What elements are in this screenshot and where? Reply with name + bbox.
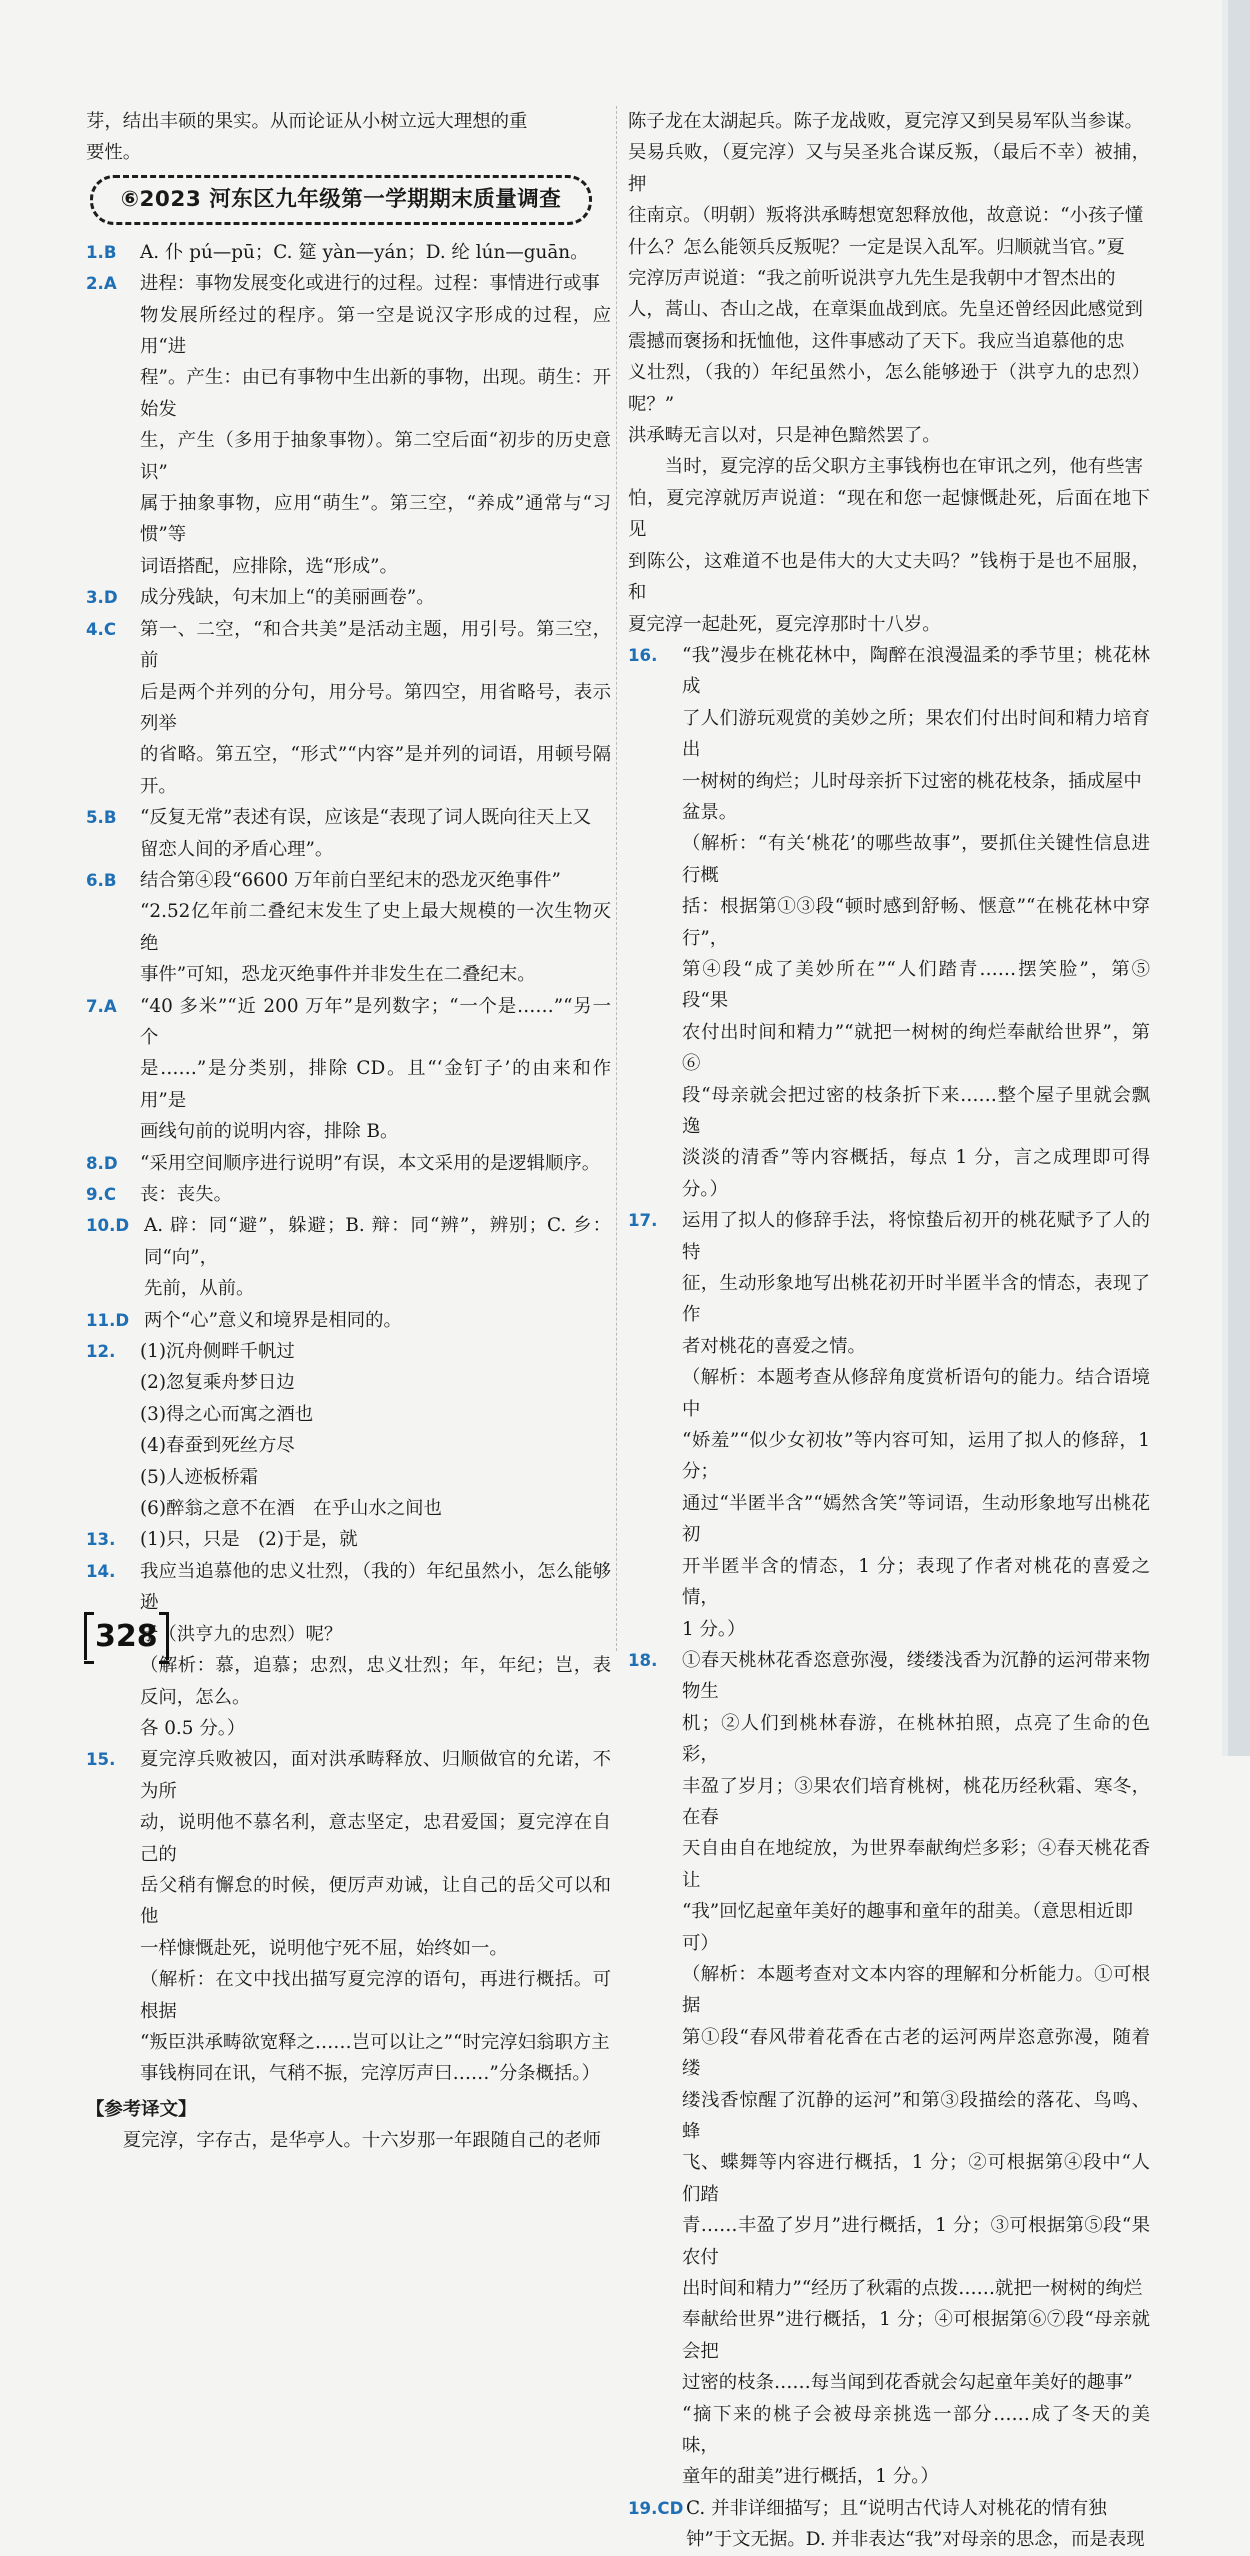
text-line: 当时，夏完淳的岳父职方主事钱栴也在审讯之列，他有些害 <box>664 456 1143 478</box>
answer-item <box>86 802 611 865</box>
text-line: （解析：慕，追慕；忠烈，忠义壮烈；年，年纪；岂，表反问，怎么。 <box>140 1655 611 1708</box>
answer-number: 6.B <box>86 870 117 890</box>
text-line: 淡淡的清香”等内容概括，每点 1 分，言之成理即可得分。） <box>682 1147 1150 1200</box>
answer-item <box>628 2493 1150 2556</box>
answer-item <box>628 640 1150 1205</box>
text-line: “叛臣洪承畴欲宽释之……岂可以让之”“时完淳妇翁职方主 <box>140 2031 610 2053</box>
text-line: 属于抽象事物，应用“萌生”。第三空，“养成”通常与“习惯”等 <box>140 493 611 546</box>
right-top-text <box>628 106 1150 451</box>
answer-body <box>140 582 611 613</box>
text-line: (4)春蚕到死丝方尽 <box>140 1435 295 1457</box>
text-line: 征，生动形象地写出桃花初开时半匿半含的情态，表现了作 <box>682 1273 1150 1326</box>
text-line: 词语搭配，应排除，选“形成”。 <box>140 555 398 577</box>
text-line: A. 仆 pú—pū；C. 筵 yàn—yán；D. 纶 lún—guān。 <box>140 241 589 263</box>
answer-body <box>140 1148 611 1179</box>
text-line: 通过“半匿半含”“嫣然含笑”等词语，生动形象地写出桃花初 <box>682 1492 1150 1546</box>
text-line: 第④段“成了美妙所在”“人们踏青……摆笑脸”，第⑤段“果 <box>682 958 1150 1012</box>
text-line: 结合第④段“6600 万年前白垩纪末的恐龙灭绝事件” <box>140 869 561 891</box>
answer-number: 1.B <box>86 242 117 262</box>
text-line: 什么？怎么能领兵反叛呢？一定是误入乱军。归顺就当官。”夏 <box>628 236 1125 258</box>
text-line: 我应当追慕他的忠义壮烈，（我的）年纪虽然小，怎么能够逊 <box>140 1560 611 1614</box>
text-line: 完淳厉声说道：“我之前听说洪亨九先生是我朝中才智杰出的 <box>628 268 1116 290</box>
text-line: ①春天桃林花香恣意弥漫，缕缕浅香为沉静的运河带来物物生 <box>682 1649 1150 1703</box>
text-line: 夏完淳兵败被囚，面对洪承畴释放、归顺做官的允诺，不为所 <box>140 1749 611 1802</box>
text-line: 震撼而褒扬和抚恤他，这件事感动了天下。我应当追慕他的忠 <box>628 330 1125 352</box>
answer-item <box>628 1645 1150 2493</box>
answer-body <box>140 991 611 1148</box>
page-number: 328 <box>84 1614 169 1660</box>
answer-body <box>140 614 611 802</box>
text-line: 画线句前的说明内容，排除 B。 <box>140 1121 399 1143</box>
text-line: (2)忽复乘舟梦日边 <box>140 1372 295 1394</box>
answer-item <box>86 1148 611 1179</box>
answer-body <box>140 1744 611 2089</box>
text-line: 第①段“春风带着花香在古老的运河两岸恣意弥漫，随着缕 <box>682 2026 1150 2080</box>
text-line: 机；②人们到桃林春游，在桃林拍照，点亮了生命的色彩， <box>682 1712 1150 1766</box>
answer-number: 17. <box>628 1211 658 1231</box>
answer-item <box>86 237 611 268</box>
answer-number: 14. <box>86 1561 116 1581</box>
text-line: “40 多米”“近 200 万年”是列数字；“一个是……”“另一个 <box>140 995 611 1048</box>
answer-body <box>140 1524 611 1555</box>
text-line: 钟”于文无据。D. 并非表达“我”对母亲的思念，而是表现 <box>686 2529 1145 2551</box>
answer-number: 8.D <box>86 1153 118 1173</box>
text-line: “摘下来的桃子会被母亲挑选一部分……成了冬天的美味， <box>682 2403 1150 2457</box>
text-line: 一树树的绚烂；儿时母亲折下过密的桃花枝条，插成屋中 <box>682 770 1142 792</box>
answer-body <box>144 1210 611 1304</box>
text-line: 飞、蝶舞等内容进行概括，1 分；②可根据第④段中“人们踏 <box>682 2152 1150 2205</box>
text-line: 人，蒿山、杏山之战，在章渠血战到底。先皇还曾经因此感觉到 <box>628 299 1143 321</box>
answer-item <box>86 268 611 582</box>
text-line: “娇羞”“似少女初妆”等内容可知，运用了拟人的修辞，1 分； <box>682 1430 1150 1483</box>
answer-number: 16. <box>628 645 658 665</box>
answer-item <box>86 1524 611 1555</box>
text-line: 洪承畴无言以对，只是神色黯然罢了。 <box>628 425 941 447</box>
answer-item <box>86 1744 611 2089</box>
answer-number: 5.B <box>86 808 117 828</box>
answer-item <box>86 1179 611 1210</box>
answer-body <box>140 237 611 268</box>
answer-number: 2.A <box>86 274 117 294</box>
text-line: 往南京。（明朝）叛将洪承畴想宽恕释放他，故意说：“小孩子懂 <box>628 205 1144 227</box>
text-line: 先前，从前。 <box>144 1278 255 1300</box>
answer-body <box>140 1179 611 1210</box>
answer-number: 3.D <box>86 588 118 608</box>
text-line: （解析：本题考查对文本内容的理解和分析能力。①可根据 <box>682 1963 1150 2017</box>
text-line: 吴易兵败，（夏完淳）又与吴圣兆合谋反叛，（最后不幸）被捕，押 <box>628 142 1150 195</box>
section-banner: ⑥2023 河东区九年级第一学期期末质量调查 <box>90 175 592 225</box>
text-line: 丧：丧失。 <box>140 1184 232 1205</box>
reference-translation-title: 【参考译文】 <box>86 2098 197 2120</box>
answer-body <box>140 1556 611 1744</box>
text-line: （解析：“有关‘桃花’的哪些故事”，要抓住关键性信息进行概 <box>682 833 1150 886</box>
column-divider <box>616 106 617 1651</box>
text-line: 出时间和精力”“经历了秋霜的点拨……就把一树树的绚烂 <box>682 2278 1143 2300</box>
text-line: 义壮烈，（我的）年纪虽然小，怎么能够逊于（洪亨九的忠烈）呢？” <box>628 362 1150 415</box>
text-line: 到陈公，这难道不也是伟大的大丈夫吗？”钱栴于是也不屈服，和 <box>628 550 1150 604</box>
right-answers <box>628 640 1150 2556</box>
answer-body <box>682 1645 1150 2493</box>
text-line: 运用了拟人的修辞手法，将惊蛰后初开的桃花赋予了人的特 <box>682 1210 1150 1263</box>
answer-body <box>140 1336 611 1524</box>
text-line: C. 并非详细描写；且“说明古代诗人对桃花的情有独 <box>686 2497 1107 2519</box>
answer-number: 19.CD <box>628 2498 684 2518</box>
translation-paragraph-2 <box>628 451 1150 639</box>
answer-body <box>140 865 611 991</box>
answer-number: 13. <box>86 1530 116 1550</box>
reference-translation-text <box>86 2125 611 2156</box>
text-line: 于（洪亨九的忠烈）呢？ <box>140 1623 343 1645</box>
text-line: 一样慷慨赴死，说明他宁死不屈，始终如一。 <box>140 1937 508 1959</box>
answer-number: 12. <box>86 1342 116 1362</box>
answer-item <box>86 1305 611 1336</box>
text-line: 农付出时间和精力”“就把一树树的绚烂奉献给世界”，第⑥ <box>682 1021 1150 1075</box>
answer-number: 11.D <box>86 1310 130 1330</box>
answer-number: 10.D <box>86 1216 130 1236</box>
answer-item <box>86 991 611 1148</box>
text-line: 后是两个并列的分句，用分号。第四空，用省略号，表示列举 <box>140 681 611 734</box>
text-line: 了人们游玩观赏的美妙之所；果农们付出时间和精力培育出 <box>682 707 1150 761</box>
left-top-text <box>86 106 611 169</box>
text-line: 要性。 <box>86 142 142 164</box>
text-line: A. 辟：同“避”，躲避；B. 辩：同“辨”，辨别；C. 乡：同“向”， <box>144 1215 611 1268</box>
right-column <box>628 106 1150 2556</box>
text-line: 事钱栴同在讯，气稍不振，完淳厉声曰……”分条概括。） <box>140 2063 600 2085</box>
answer-item <box>86 865 611 991</box>
text-line: 夏完淳一起赴死，夏完淳那时十八岁。 <box>628 613 941 635</box>
answer-number: 4.C <box>86 619 117 639</box>
text-line: 事件”可知，恐龙灭绝事件并非发生在二叠纪末。 <box>140 964 536 986</box>
text-line: 可） <box>682 1932 719 1954</box>
text-line: 进程：事物发展变化或进行的过程。过程：事情进行或事 <box>140 273 600 295</box>
answer-body <box>140 268 611 582</box>
text-line: （解析：本题考查从修辞角度赏析语句的能力。结合语境中 <box>682 1367 1150 1420</box>
text-line: （解析：在文中找出描写夏完淳的语句，再进行概括。可根据 <box>140 1969 611 2022</box>
text-line: 夏完淳，字存古，是华亭人。十六岁那一年跟随自己的老师 <box>122 2130 601 2152</box>
answer-number: 9.C <box>86 1185 117 1204</box>
text-line: 留恋人间的矛盾心理”。 <box>140 838 334 860</box>
text-line: 1 分。） <box>682 1618 746 1640</box>
text-line: 成分残缺，句末加上“的美丽画卷”。 <box>140 587 435 609</box>
text-line: “反复无常”表述有误，应该是“表现了词人既向往天上又 <box>140 807 592 829</box>
answer-body <box>682 1205 1150 1645</box>
answer-item <box>86 614 611 802</box>
text-line: 奉献给世界”进行概括，1 分；④可根据第⑥⑦段“母亲就会把 <box>682 2309 1150 2362</box>
answer-body <box>686 2493 1150 2556</box>
text-line: 括：根据第①③段“顿时感到舒畅、惬意”“在桃花林中穿行”， <box>682 896 1150 949</box>
answer-item <box>86 582 611 613</box>
text-line: 段“母亲就会把过密的枝条折下来……整个屋子里就会飘逸 <box>682 1084 1150 1137</box>
text-line: 芽，结出丰硕的果实。从而论证从小树立远大理想的重 <box>86 111 528 132</box>
text-line: (3)得之心而寓之酒也 <box>140 1403 314 1425</box>
text-line: “采用空间顺序进行说明”有误，本文采用的是逻辑顺序。 <box>140 1152 601 1174</box>
answer-number: 15. <box>86 1750 116 1770</box>
text-line: (5)人迹板桥霜 <box>140 1466 259 1488</box>
left-column <box>86 106 611 2157</box>
text-line: 岳父稍有懈怠的时候，便厉声劝诫，让自己的岳父可以和他 <box>140 1874 611 1928</box>
left-answers <box>86 237 611 2090</box>
text-line: (1)只，只是 (2)于是，就 <box>140 1529 358 1551</box>
answer-item <box>628 1205 1150 1645</box>
page-edge <box>1228 0 1250 1756</box>
answer-item <box>86 1336 611 1524</box>
text-line: 是……”是分类别，排除 CD。且“‘金钉子’的由来和作用”是 <box>140 1058 611 1111</box>
answer-body <box>682 640 1150 1205</box>
text-line: 动，说明他不慕名利，意志坚定，忠君爱国；夏完淳在自己的 <box>140 1812 611 1865</box>
answer-body <box>140 802 611 865</box>
text-line: 缕浅香惊醒了沉静的运河”和第③段描绘的落花、鸟鸣、蜂 <box>682 2089 1150 2142</box>
text-line: 各 0.5 分。） <box>140 1717 246 1739</box>
answer-number: 7.A <box>86 996 117 1016</box>
text-line: 过密的枝条……每当闻到花香就会勾起童年美好的趣事” <box>682 2372 1133 2394</box>
text-line: 盆景。 <box>682 801 738 823</box>
text-line: 青……丰盈了岁月”进行概括，1 分；③可根据第⑤段“果农付 <box>682 2215 1150 2268</box>
text-line: 物发展所经过的程序。第一空是说汉字形成的过程，应用“进 <box>140 304 611 358</box>
text-line: “我”漫步在桃花林中，陶醉在浪漫温柔的季节里；桃花林成 <box>682 644 1150 698</box>
text-line: 陈子龙在太湖起兵。陈子龙战败，夏完淳又到吴易军队当参谋。 <box>628 111 1143 132</box>
text-line: 程”。产生：由已有事物中生出新的事物，出现。萌生：开始发 <box>140 367 611 420</box>
text-line: 怕，夏完淳就厉声说道：“现在和您一起慷慨赴死，后面在地下见 <box>628 487 1150 541</box>
text-line: 两个“心”意义和境界是相同的。 <box>144 1309 402 1331</box>
text-line: 的省略。第五空，“形式”“内容”是并列的词语，用顿号隔开。 <box>140 744 611 797</box>
text-line: 天自由自在地绽放，为世界奉献绚烂多彩；④春天桃花香让 <box>682 1838 1150 1891</box>
text-line: (1)沉舟侧畔千帆过 <box>140 1341 295 1363</box>
text-line: 童年的甜美”进行概括，1 分。） <box>682 2466 939 2488</box>
text-line: “2.52亿年前二叠纪末发生了史上最大规模的一次生物灭绝 <box>140 901 611 954</box>
text-line: 丰盈了岁月；③果农们培育桃树，桃花历经秋霜、寒冬，在春 <box>682 1775 1150 1828</box>
answer-body <box>144 1305 611 1336</box>
text-line: 第一、二空，“和合共美”是活动主题，用引号。第三空，前 <box>140 618 611 672</box>
text-line: 开半匿半含的情态，1 分；表现了作者对桃花的喜爱之情， <box>682 1555 1150 1609</box>
answer-item <box>86 1210 611 1304</box>
text-line: (6)醉翁之意不在酒 在乎山水之间也 <box>140 1498 442 1520</box>
text-line: 者对桃花的喜爱之情。 <box>682 1335 866 1357</box>
answer-number: 18. <box>628 1650 658 1670</box>
text-line: “我”回忆起童年美好的趣事和童年的甜美。（意思相近即 <box>682 1901 1133 1923</box>
text-line: 生，产生（多用于抽象事物）。第二空后面“初步的历史意识” <box>140 430 611 483</box>
